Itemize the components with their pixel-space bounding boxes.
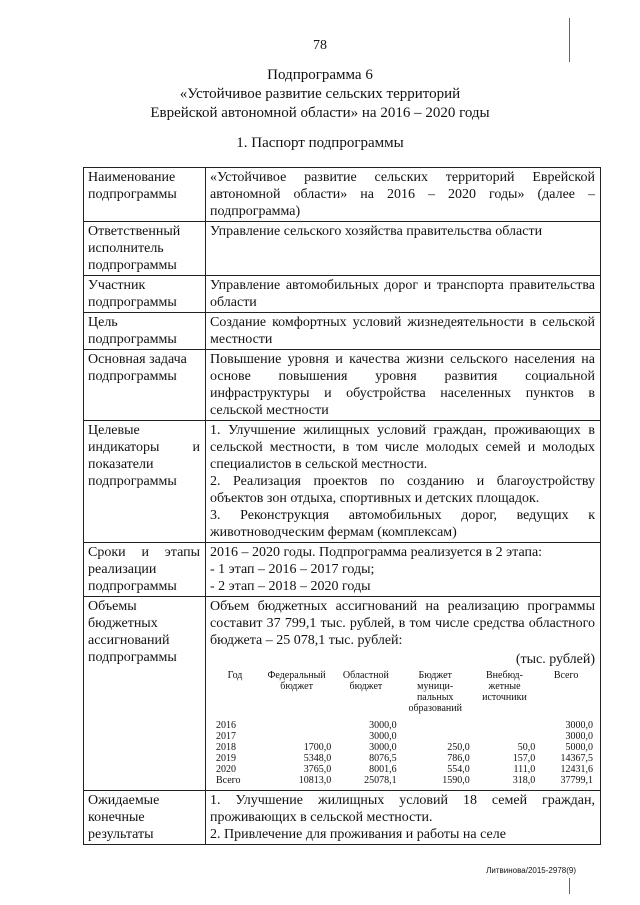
section-title: 1. Паспорт подпрограммы: [236, 135, 404, 151]
scan-edge-mark-bottom: [569, 878, 570, 894]
timing-line: - 2 этап – 2018 – 2020 годы: [210, 579, 371, 594]
budget-cell: 3000,0: [565, 720, 593, 731]
budget-header: Бюджет муници- пальных образований: [408, 670, 462, 714]
footer-note: Литвинова/2015-2978(9): [486, 866, 576, 875]
budget-cell: [260, 731, 333, 742]
result-item: 1. Улучшение жилищных условий 18 семей граждан, проживающих в сельской местности.: [210, 793, 595, 825]
budget-cell: 12431,6: [560, 764, 593, 775]
label-goal: Цель подпрограммы: [84, 313, 206, 350]
value-task: Повышение уровня и качества жизни сельского населения на основе повышения уровня развития социальной инфраструктуры и обустройства населенных пунктов в сельской местности: [206, 350, 601, 421]
indicator-item: 3. Реконструкция автомобильных дорог, ведущих к животноводческим фермам (комплексам): [210, 508, 595, 540]
label-timing: Сроки и этапы реализации подпрограммы: [84, 543, 206, 597]
budget-cell: [399, 731, 472, 742]
budget-cell: 2016: [216, 720, 236, 731]
budget-cell: 8001,6: [369, 764, 397, 775]
budget-cell: 8076,5: [369, 753, 397, 764]
row-timing: [84, 543, 601, 597]
heading-line-1: Подпрограмма 6: [267, 67, 373, 83]
value-executor: Управление сельского хозяйства правительства области: [206, 222, 601, 276]
budget-table: [210, 670, 595, 786]
budget-cell: [472, 720, 537, 731]
indicator-item: 2. Реализация проектов по созданию и благоустройству объектов зон отдыха, спортивных и детских площадок.: [210, 474, 595, 506]
budget-intro: Объем бюджетных ассигнований на реализацию программы составит 37 799,1 тыс. рублей, в том числе средства областного бюджета – 25 078,1 тыс. рублей:: [210, 599, 595, 648]
budget-header: Внебюд- жетные источники: [482, 670, 527, 703]
budget-row: [210, 753, 595, 764]
label-results: Ожидаемые конечные результаты: [84, 791, 206, 845]
budget-cell: 50,0: [517, 742, 536, 753]
budget-cell: [399, 720, 472, 731]
budget-cell: 1590,0: [442, 775, 470, 786]
budget-unit: (тыс. рублей): [515, 652, 595, 667]
budget-cell: 3765,0: [303, 764, 332, 775]
subprogram-heading: [0, 66, 640, 123]
label-name: Наименование подпрограммы: [84, 168, 206, 222]
budget-header-row: [210, 670, 595, 720]
budget-cell: 2017: [216, 731, 236, 742]
budget-row: [210, 720, 595, 731]
page-number: 78: [313, 38, 327, 53]
value-indicators: [206, 421, 601, 543]
result-item: 2. Привлечение для проживания и работы на селе: [210, 827, 506, 842]
budget-cell: 3000,0: [369, 742, 397, 753]
budget-header: Федеральный бюджет: [267, 670, 326, 692]
row-goal: [84, 313, 601, 350]
budget-total-row: [210, 775, 595, 786]
budget-header: Всего: [553, 670, 579, 681]
budget-cell: 1700,0: [303, 742, 332, 753]
budget-header: Год: [227, 670, 243, 681]
budget-cell: 3000,0: [369, 720, 397, 731]
budget-row: [210, 764, 595, 775]
budget-cell: [260, 720, 333, 731]
row-results: [84, 791, 601, 845]
value-timing: [206, 543, 601, 597]
label-indicators: Целевые индикаторы и показатели подпрограммы: [84, 421, 206, 543]
value-budget: [206, 597, 601, 791]
budget-cell: 3000,0: [369, 731, 397, 742]
heading-line-3: Еврейской автономной области» на 2016 – 2020 годы: [150, 105, 490, 121]
value-results: [206, 791, 601, 845]
heading-line-2: «Устойчивое развитие сельских территорий: [179, 86, 461, 102]
timing-line: - 1 этап – 2016 – 2017 годы;: [210, 562, 375, 577]
label-budget: Объемы бюджетных ассигнований подпрограммы: [84, 597, 206, 791]
budget-cell: 2020: [216, 764, 236, 775]
timing-line: 2016 – 2020 годы. Подпрограмма реализуется в 2 этапа:: [210, 545, 543, 560]
label-task: Основная задача подпрограммы: [84, 350, 206, 421]
indicator-item: 1. Улучшение жилищных условий граждан, проживающих в сельской местности, в том числе молодых семей и молодых специалистов в сельской местности.: [210, 423, 595, 472]
label-executor: Ответственный исполнитель подпрограммы: [84, 222, 206, 276]
budget-cell: 250,0: [447, 742, 470, 753]
budget-header: Областной бюджет: [342, 670, 389, 692]
budget-row: [210, 731, 595, 742]
budget-cell: [472, 731, 537, 742]
value-goal: Создание комфортных условий жизнедеятельности в сельской местности: [206, 313, 601, 350]
budget-cell: 2019: [216, 753, 236, 764]
budget-cell: 5000,0: [565, 742, 593, 753]
budget-cell: 25078,1: [364, 775, 397, 786]
budget-cell: 10813,0: [298, 775, 332, 786]
budget-cell: Всего: [216, 775, 241, 786]
budget-row: [210, 742, 595, 753]
row-task: [84, 350, 601, 421]
budget-cell: 2018: [216, 742, 236, 753]
budget-cell: 786,0: [447, 753, 470, 764]
row-executor: [84, 222, 601, 276]
budget-cell: 157,0: [512, 753, 536, 764]
row-indicators: [84, 421, 601, 543]
budget-cell: 554,0: [447, 764, 470, 775]
passport-table: [83, 167, 601, 845]
budget-cell: 37799,1: [560, 775, 593, 786]
label-participant: Участник подпрограммы: [84, 276, 206, 313]
row-name: [84, 168, 601, 222]
budget-cell: 318,0: [512, 775, 536, 786]
row-budget: [84, 597, 601, 791]
value-participant: Управление автомобильных дорог и транспорта правительства области: [206, 276, 601, 313]
value-name: «Устойчивое развитие сельских территорий Еврейской автономной области» на 2016 – 2020 годы» (далее – подпрограмма): [206, 168, 601, 222]
budget-cell: 111,0: [513, 764, 536, 775]
budget-cell: 5348,0: [303, 753, 332, 764]
budget-cell: 14367,5: [560, 753, 593, 764]
scan-edge-mark: [569, 18, 570, 62]
row-participant: [84, 276, 601, 313]
budget-cell: 3000,0: [565, 731, 593, 742]
